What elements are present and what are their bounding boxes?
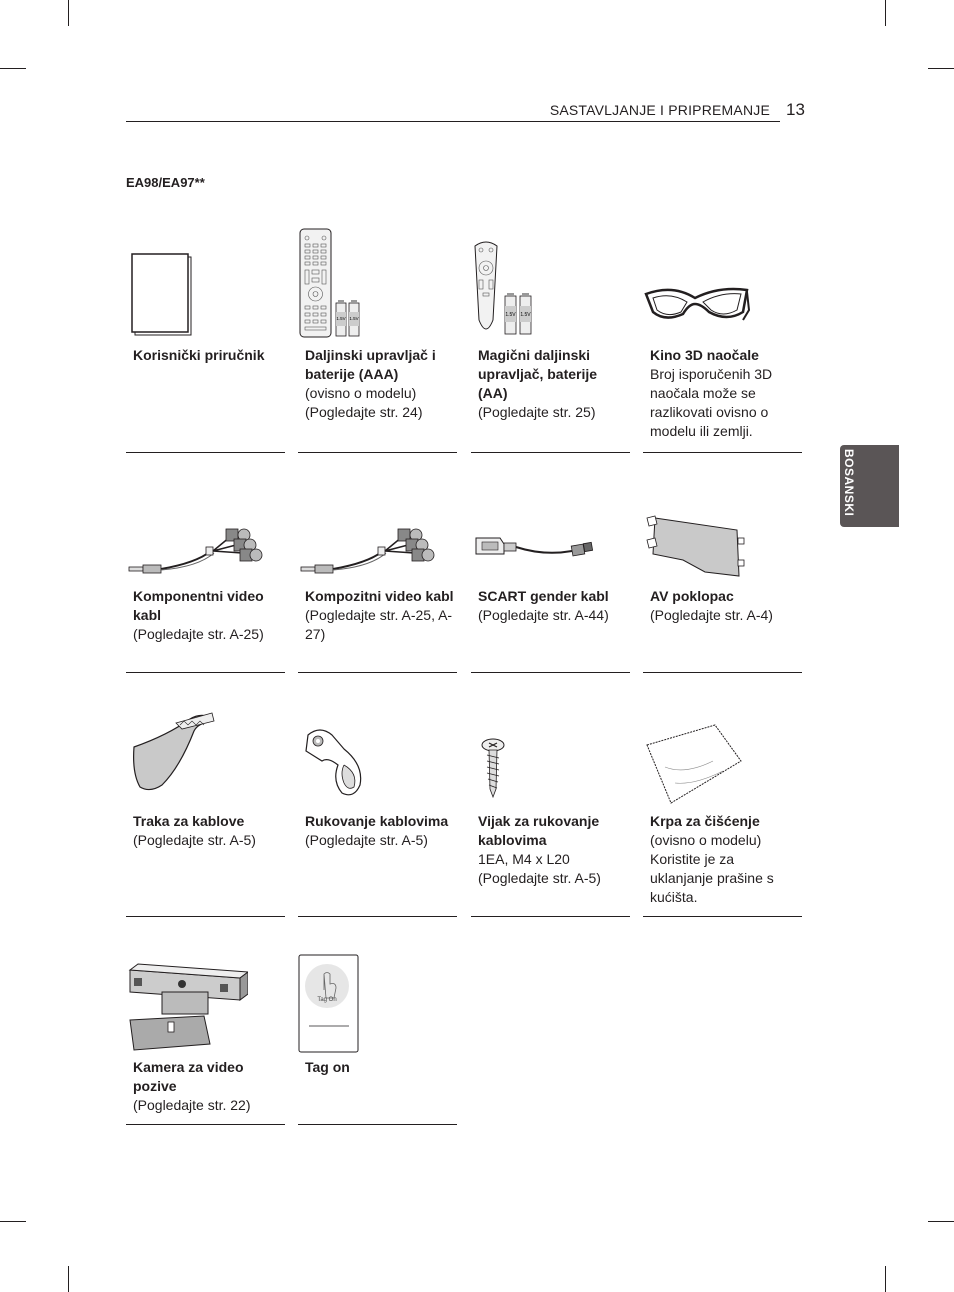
cable-holder-icon [302,725,372,801]
item-desc: 1EA, M4 x L20 (Pogledajte str. A-5) [478,851,601,886]
language-tab [840,445,899,527]
item-name: Rukovanje kablovima [305,813,449,829]
crop-mark [885,0,886,26]
crop-mark [0,68,26,69]
glasses-icon [643,280,753,330]
battery-label: 1.5V [520,312,531,318]
language-tab-label: BOSANSKI [842,449,856,517]
item-divider [471,672,630,673]
item-desc: (Pogledajte str. A-5) [133,832,256,848]
screw-icon [481,737,511,801]
tag-on-card-label: Tag On [317,997,337,1003]
item-name: Daljinski upravljač i baterije (AAA) [305,347,436,382]
av-cover-icon [645,510,750,580]
item-name: Krpa za čišćenje [650,813,760,829]
item-desc: (ovisno o modelu) (Pogledajte str. 24) [305,385,423,420]
item-desc: Broj isporučenih 3D naočala može se razlikovati ovisno o modelu ili zemlji. [650,366,773,439]
crop-mark [0,1221,26,1222]
item-divider [298,1124,457,1125]
item-desc: (Pogledajte str. 25) [478,404,596,420]
battery-label: 1.5V [505,312,516,318]
item-desc: (Pogledajte str. A-25) [133,626,264,642]
composite-cable-icon [298,523,438,583]
manual-icon [131,253,193,337]
item-desc: (ovisno o modelu) Koristite je za uklanjanje prašine s kućišta. [650,832,774,905]
scart-cable-icon [474,530,604,570]
item-divider [298,916,457,917]
item-name: Tag on [305,1059,350,1075]
item-divider [126,672,285,673]
component-cable-icon [126,523,266,583]
item-divider [471,452,630,453]
item-name: AV poklopac [650,588,734,604]
cable-tie-icon [128,707,223,797]
item-divider [298,452,457,453]
item-desc: (Pogledajte str. A-4) [650,607,773,623]
crop-mark [928,1221,954,1222]
battery-label: 1.5V [349,316,359,321]
item-name: SCART gender kabl [478,588,609,604]
item-name: Komponentni video kabl [133,588,264,623]
item-desc: (Pogledajte str. A-25, A-27) [305,607,453,642]
header-divider [126,121,780,122]
item-name: Kino 3D naočale [650,347,759,363]
crop-mark [885,1266,886,1292]
item-name: Korisnički priručnik [133,347,265,363]
item-divider [126,452,285,453]
item-divider [643,672,802,673]
item-divider [126,916,285,917]
crop-mark [68,0,69,26]
item-name: Traka za kablove [133,813,245,829]
crop-mark [68,1266,69,1292]
item-desc: (Pogledajte str. 22) [133,1097,251,1113]
model-heading: EA98/EA97** [126,175,205,190]
crop-mark [928,68,954,69]
item-desc: (Pogledajte str. A-5) [305,832,428,848]
item-divider [471,916,630,917]
item-name: Vijak za rukovanje kablovima [478,813,600,848]
remote-control-icon [298,228,368,340]
battery-label: 1.5V [336,316,346,321]
item-name: Magični daljinski upravljač, baterije (AA) [478,347,598,401]
item-name: Kamera za video pozive [133,1059,244,1094]
tag-on-icon [298,954,360,1054]
item-divider [126,1124,285,1125]
item-divider [643,916,802,917]
section-title: SASTAVLJANJE I PRIPREMANJE [549,102,770,118]
item-name: Kompozitni video kabl [305,588,454,604]
item-desc: (Pogledajte str. A-44) [478,607,609,623]
magic-remote-icon [471,240,541,340]
camera-icon [128,960,248,1054]
item-divider [298,672,457,673]
item-divider [643,452,802,453]
cleaning-cloth-icon [645,723,745,805]
page-number: 13 [786,100,805,119]
